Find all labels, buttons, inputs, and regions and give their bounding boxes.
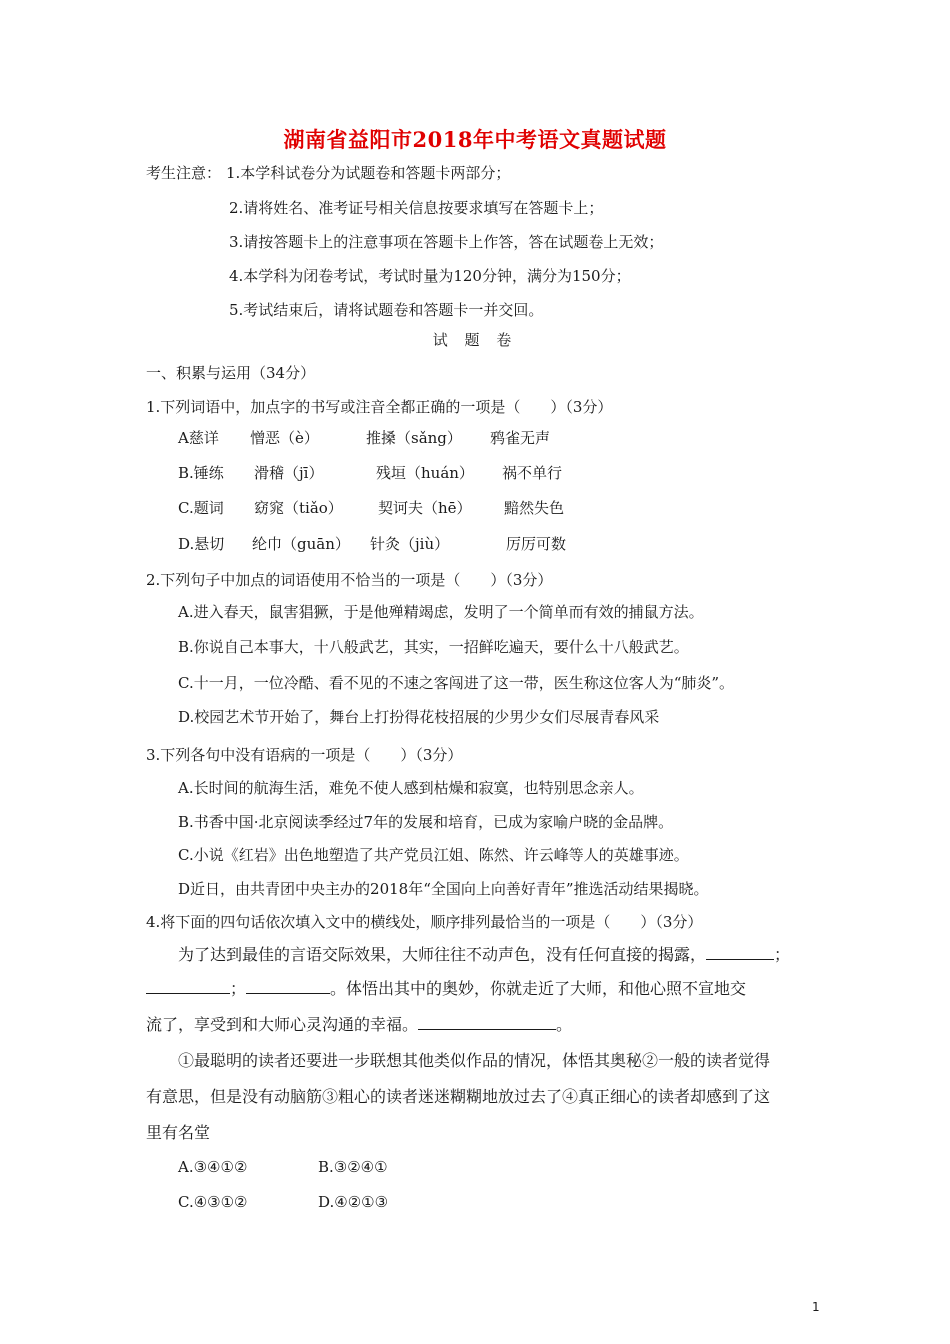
answer-blank [418, 1015, 556, 1030]
option-item: B.你说自己本事大，十八般武艺，其实，一招鲜吃遍天，要什么十八般武艺。 [178, 638, 689, 656]
question-stem: 2.下列句子中加点的词语使用不恰当的一项是（ ）（3分） [146, 571, 553, 589]
option-item: C.④③①② [178, 1193, 248, 1211]
option-item: B.③②④① [318, 1158, 388, 1176]
punctuation: ； [230, 979, 247, 998]
answer-blank [706, 945, 774, 960]
answer-blank [246, 979, 330, 994]
question-stem: 3.下列各句中没有语病的一项是（ ）（3分） [146, 746, 463, 764]
sentence-line: ①最聪明的读者还要进一步联想其他类似作品的情况，体悟其奥秘②一般的读者觉得 [178, 1051, 771, 1070]
passage-line [146, 1014, 572, 1036]
option-item: C.十一月，一位冷酷、看不见的不速之客闯进了这一带，医生称这位客人为“肺炎”。 [178, 674, 735, 692]
passage-text: 为了达到最佳的言语交际效果，大师往往不动声色，没有任何直接的揭露， [178, 945, 707, 964]
option-row [178, 498, 564, 518]
section-heading: 试 题 卷 [432, 331, 518, 349]
option-row [178, 428, 550, 448]
option-row [178, 463, 562, 483]
option-word: B.锤练 [178, 464, 224, 482]
notice-label: 考生注意： [146, 164, 222, 182]
question-stem: 4.将下面的四句话依次填入文中的横线处，顺序排列最恰当的一项是（ ）（3分） [146, 913, 703, 931]
option-row [178, 534, 566, 554]
passage-text: 。体悟出其中的奥妙，你就走近了大师，和他心照不宣地交 [330, 979, 747, 998]
notice-item: 2.请将姓名、准考证号相关信息按要求填写在答题卡上； [229, 199, 604, 217]
answer-blank [146, 979, 230, 994]
option-word: 针灸（jiù） [370, 535, 450, 553]
option-word: 滑稽（jī） [254, 464, 324, 482]
option-item: D.校园艺术节开始了，舞台上打扮得花枝招展的少男少女们尽展青春风采 [178, 708, 660, 726]
option-item: A.长时间的航海生活，难免不使人感到枯燥和寂寞，也特别思念亲人。 [178, 779, 644, 797]
option-word: A慈详 [178, 429, 219, 447]
question-stem: 1.下列词语中，加点字的书写或注音全都正确的一项是（ ）（3分） [146, 398, 613, 416]
option-word: 厉厉可数 [506, 535, 567, 553]
option-word: 窈窕（tiǎo） [254, 499, 343, 517]
option-word: 残垣（huán） [376, 464, 474, 482]
notice-item: 4.本学科为闭卷考试，考试时量为120分钟，满分为150分； [229, 267, 631, 285]
punctuation: 。 [556, 1015, 573, 1034]
notice-item: 1.本学科试卷分为试题卷和答题卡两部分； [226, 164, 511, 182]
passage-line [178, 944, 790, 966]
part-heading: 一、积累与运用（34分） [146, 364, 316, 382]
option-item: A.进入春天，鼠害猖獗，于是他殚精竭虑，发明了一个简单而有效的捕鼠方法。 [178, 603, 704, 621]
option-word: 黯然失色 [504, 499, 565, 517]
option-item: B.书香中国·北京阅读季经过7年的发展和培育，已成为家喻户晓的金品牌。 [178, 813, 674, 831]
option-word: 契诃夫（hē） [378, 499, 472, 517]
notice-item: 5.考试结束后，请将试题卷和答题卡一并交回。 [229, 301, 544, 319]
option-word: C.题词 [178, 499, 224, 517]
option-word: 憎恶（è） [250, 429, 319, 447]
option-word: 鸦雀无声 [490, 429, 551, 447]
option-item: D近日，由共青团中央主办的2018年“全国向上向善好青年”推选活动结果揭晓。 [178, 880, 709, 898]
notice-item: 3.请按答题卡上的注意事项在答题卡上作答，答在试题卷上无效； [229, 233, 664, 251]
option-item: A.③④①② [178, 1158, 248, 1176]
punctuation: ； [774, 945, 791, 964]
option-word: D.悬切 [178, 535, 225, 553]
passage-text: 流了，享受到和大师心灵沟通的幸福。 [146, 1015, 419, 1034]
option-word: 祸不单行 [502, 464, 563, 482]
option-word: 推搡（sǎng） [366, 429, 462, 447]
sentence-line: 有意思，但是没有动脑筋③粗心的读者迷迷糊糊地放过去了④真正细心的读者却感到了这 [146, 1087, 771, 1106]
option-item: D.④②①③ [318, 1193, 389, 1211]
passage-line [146, 978, 746, 1000]
option-word: 纶巾（guān） [252, 535, 350, 553]
page-title: 湖南省益阳市2018年中考语文真题试题 [283, 127, 667, 152]
option-item: C.小说《红岩》出色地塑造了共产党员江姐、陈然、许云峰等人的英雄事迹。 [178, 846, 689, 864]
page-number: 1 [812, 1300, 820, 1314]
sentence-line: 里有名堂 [146, 1123, 211, 1142]
